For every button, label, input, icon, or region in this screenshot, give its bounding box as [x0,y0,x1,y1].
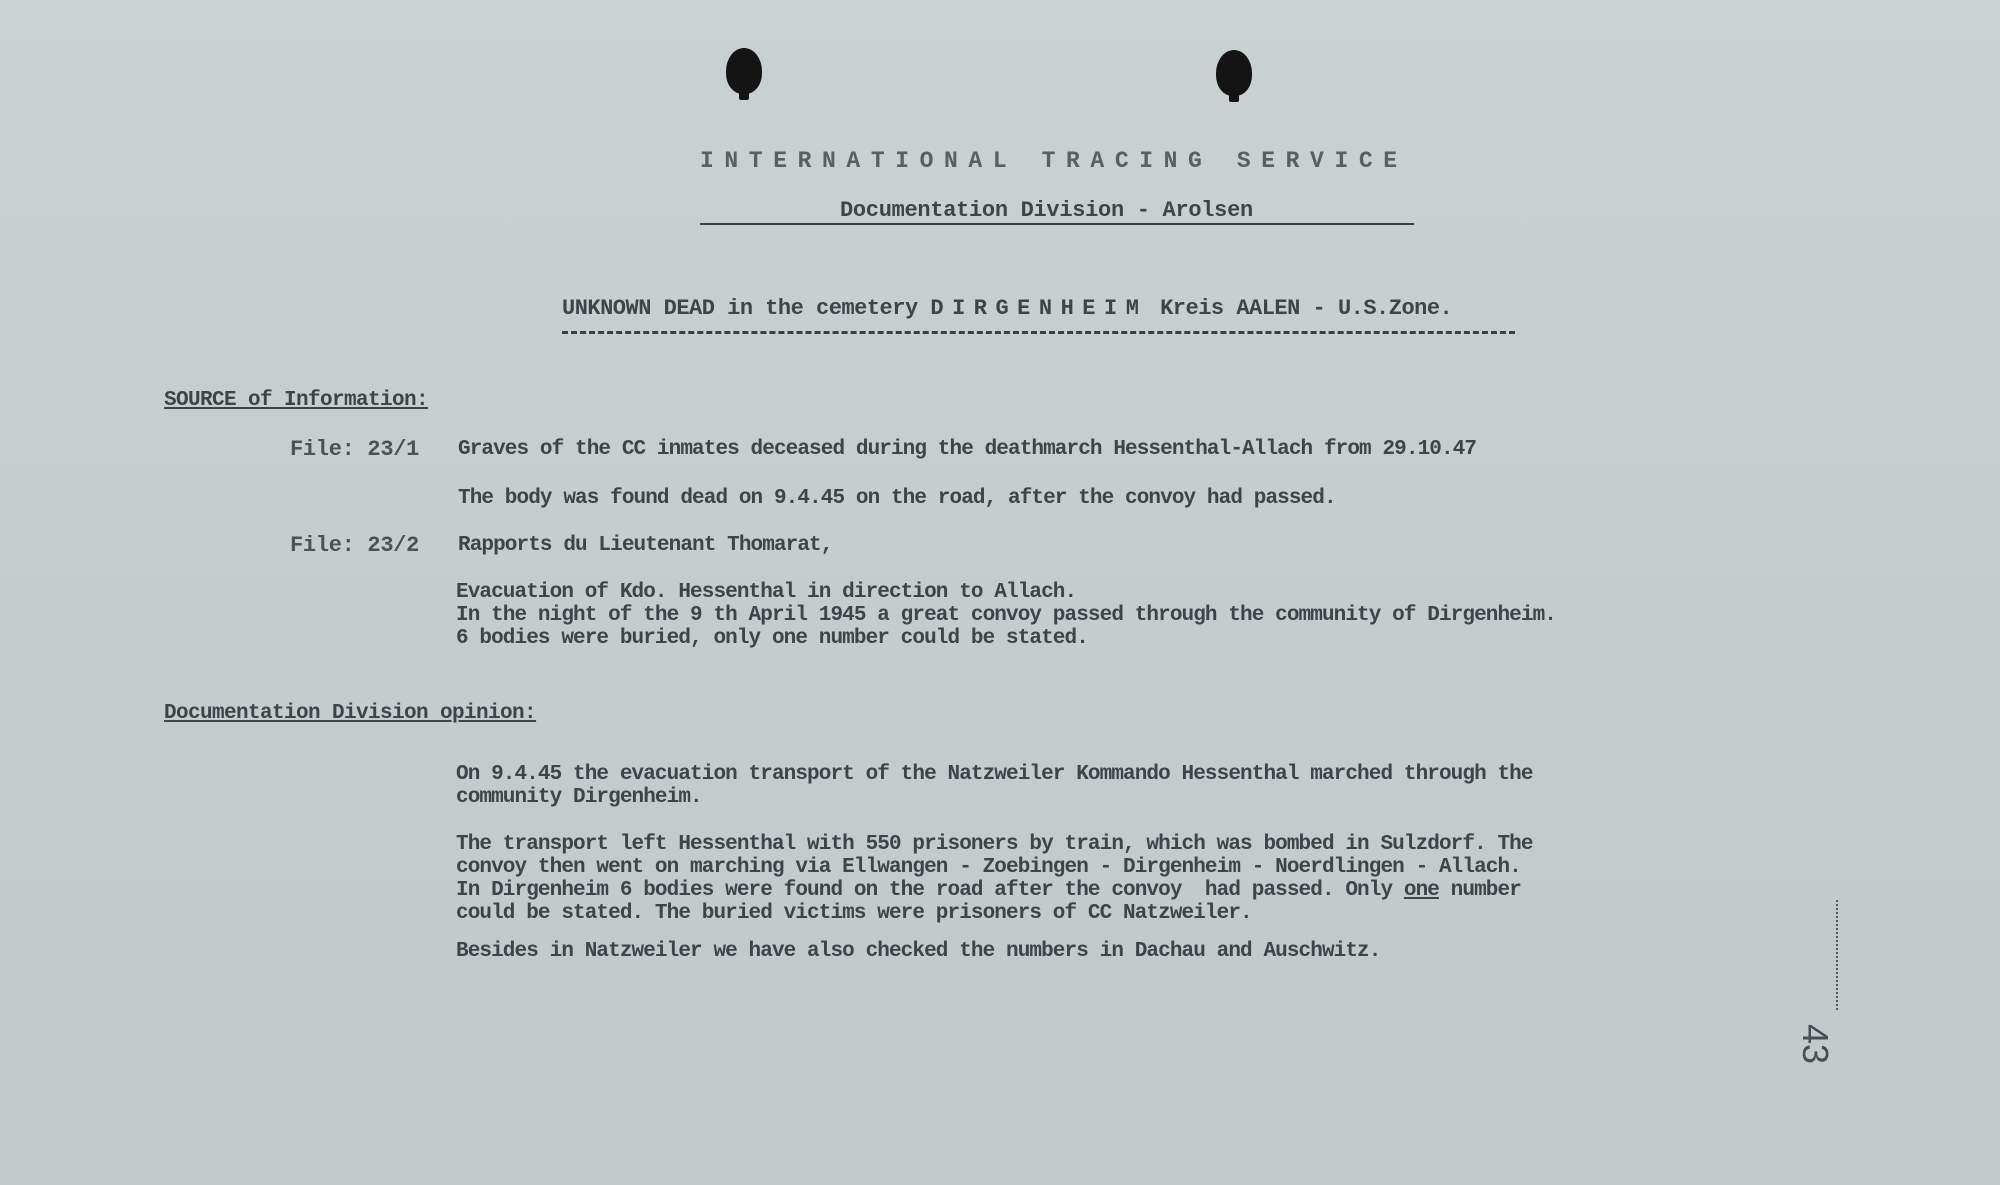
organization-title: INTERNATIONAL TRACING SERVICE [700,148,1408,174]
opinion-paragraph-2 [456,833,1533,925]
file-2-paragraph: Evacuation of Kdo. Hessenthal in direction to Allach. In the night of the 9 th April 1945 a great convoy passed through the community of Dirgenheim. 6 bodies were buried, only one number could be stated. [456,581,1556,650]
opinion-p2-underlined: one [1403,879,1439,902]
margin-marks [1836,900,1868,1010]
file-2-label: File: 23/2 [290,533,420,558]
subject-line [562,296,1452,321]
header-rule [700,223,1414,225]
subject-rule [562,331,1515,334]
opinion-paragraph-1: On 9.4.45 the evacuation transport of the Natzweiler Kommando Hessenthal marched through the community Dirgenheim. [456,763,1533,809]
source-heading: SOURCE of Information: [164,389,429,412]
opinion-paragraph-3: Besides in Natzweiler we have also checked the numbers in Dachau and Auschwitz. [456,940,1381,963]
file-2-line-1: Rapports du Lieutenant Thomarat, [458,534,833,557]
subject-part1: UNKNOWN DEAD in the cemetery [562,296,918,321]
opinion-heading: Documentation Division opinion: [164,702,537,725]
file-1-line-1: Graves of the CC inmates deceased during the deathmarch Hessenthal-Allach from 29.10.47 [458,438,1477,461]
punch-hole-left [726,48,762,94]
file-1-line-2: The body was found dead on 9.4.45 on the road, after the convoy had passed. [458,487,1336,510]
punch-hole-right [1216,50,1252,96]
division-title: Documentation Division - Arolsen [840,198,1253,223]
subject-place: DIRGENHEIM [930,296,1148,321]
opinion-p2-text-after: number could be stated. The buried victims were prisoners of CC Natzweiler. [456,879,1521,925]
opinion-p2-text-before: The transport left Hessenthal with 550 prisoners by train, which was bombed in Sulzdorf. The convoy then went on marching via Ellwangen - Zoebingen - Dirgenheim - Noerdlingen - Allach. In Dirgenheim 6 bodies were found on the road after the convoy had passed. Only [456,833,1533,902]
page-number: 43 [1795,1024,1836,1065]
file-1-label: File: 23/1 [290,437,420,462]
subject-part2: Kreis AALEN - U.S.Zone. [1160,296,1453,321]
